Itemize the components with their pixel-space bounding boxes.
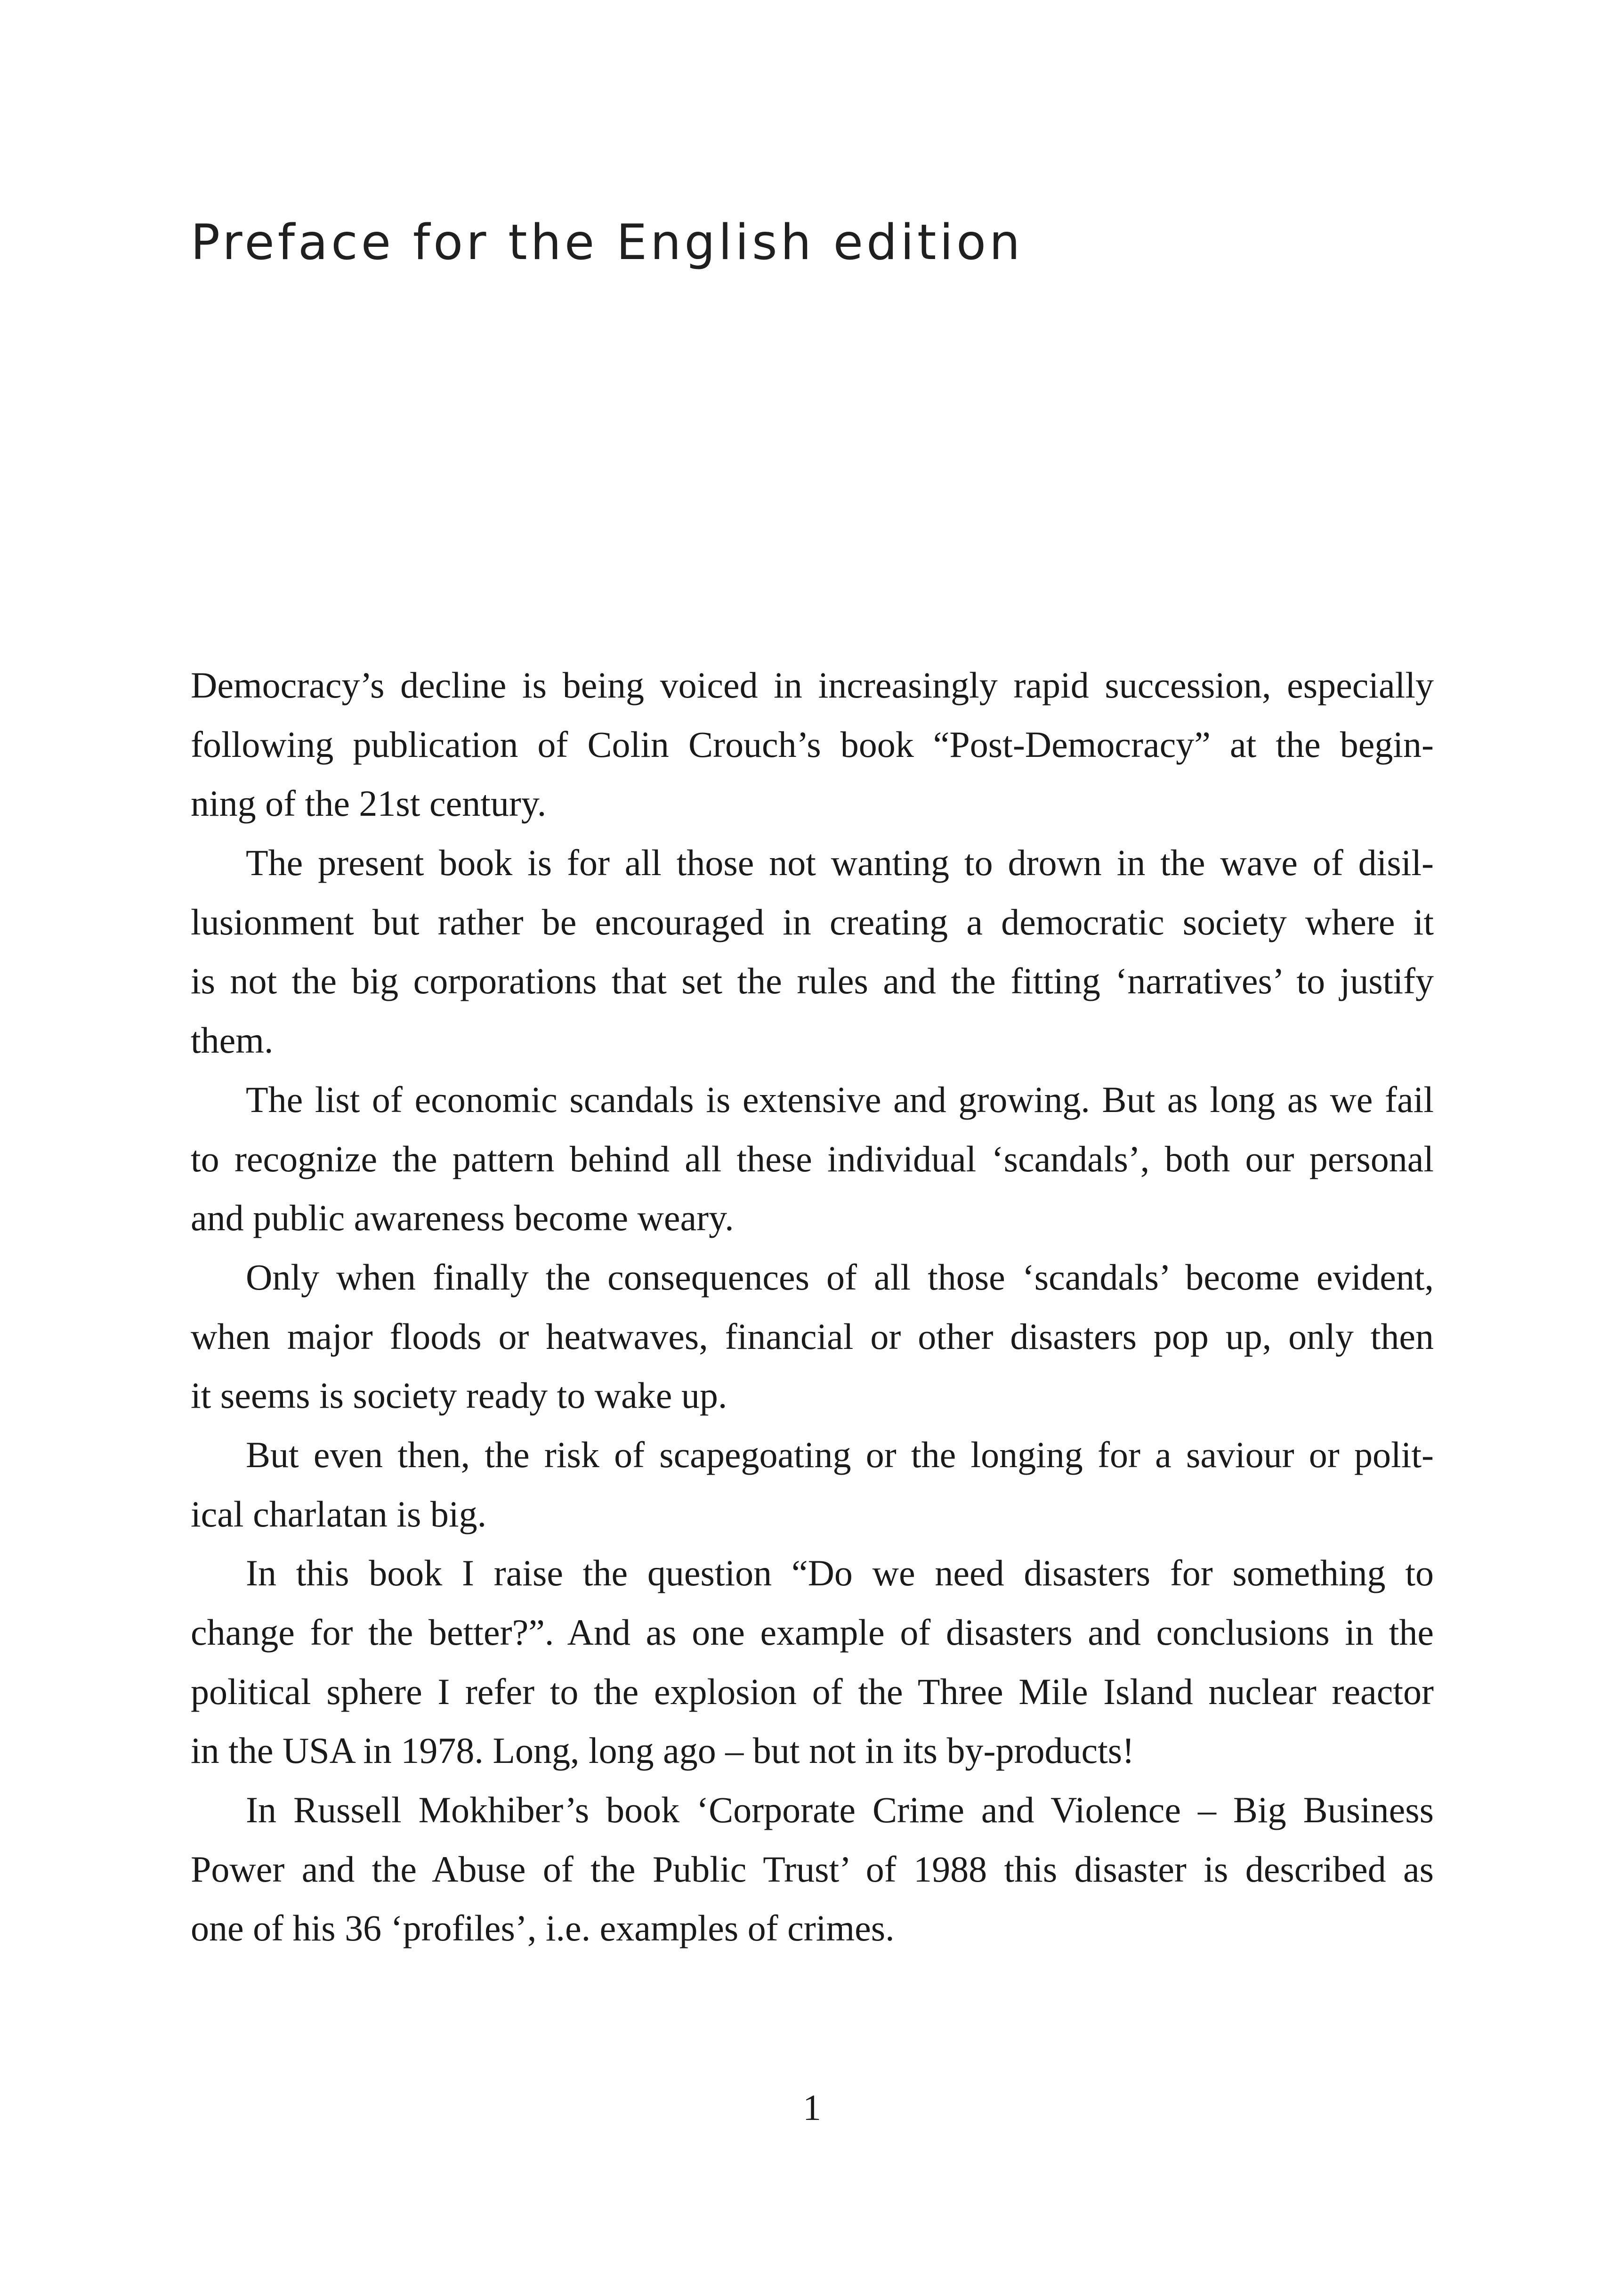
text-line: But even then, the risk of scapegoating or the longing for a saviour or polit- <box>246 1434 1434 1475</box>
chapter-title: Preface for the English edition <box>191 214 1024 271</box>
text-line: The present book is for all those not wanting to drown in the wave of disil- <box>246 842 1434 884</box>
text-line: is not the big corporations that set the rules and the fitting ‘narratives’ to justify <box>191 960 1434 1002</box>
text-line: Power and the Abuse of the Public Trust’ of 1988 this disaster is described as <box>191 1848 1434 1890</box>
text-line: them. <box>191 1020 274 1061</box>
body-text <box>191 656 1434 1958</box>
paragraph <box>191 1543 1434 1780</box>
text-line: to recognize the pattern behind all these individual ‘scandals’, both our personal <box>191 1138 1434 1179</box>
paragraph <box>191 1070 1434 1248</box>
text-line: In Russell Mokhiber’s book ‘Corporate Crime and Violence – Big Business <box>246 1789 1434 1831</box>
text-line: it seems is society ready to wake up. <box>191 1375 727 1416</box>
text-line: one of his 36 ‘profiles’, i.e. examples of crimes. <box>191 1908 895 1949</box>
text-line: and public awareness become weary. <box>191 1197 734 1239</box>
paragraph <box>191 1248 1434 1425</box>
paragraph <box>191 656 1434 833</box>
paragraph <box>191 1425 1434 1543</box>
text-line: lusionment but rather be encouraged in creating a democratic society where it <box>191 901 1434 942</box>
page-number: 1 <box>803 2087 821 2128</box>
text-line: The list of economic scandals is extensive and growing. But as long as we fail <box>246 1079 1434 1120</box>
text-line: political sphere I refer to the explosion of the Three Mile Island nuclear reactor <box>191 1671 1434 1712</box>
text-line: in the USA in 1978. Long, long ago – but not in its by-products! <box>191 1730 1135 1771</box>
text-line: following publication of Colin Crouch’s book “Post-Democracy” at the begin- <box>191 723 1434 765</box>
text-line: change for the better?”. And as one example of disasters and conclusions in the <box>191 1612 1434 1653</box>
text-line: In this book I raise the question “Do we need disasters for something to <box>246 1552 1434 1594</box>
text-line: ning of the 21st century. <box>191 783 547 824</box>
text-line: Only when finally the consequences of all those ‘scandals’ become evident, <box>246 1256 1434 1298</box>
text-line: Democracy’s decline is being voiced in increasingly rapid succession, especially <box>191 665 1434 706</box>
text-line: ical charlatan is big. <box>191 1493 487 1534</box>
paragraph <box>191 833 1434 1070</box>
text-line: when major floods or heatwaves, financial or other disasters pop up, only then <box>191 1315 1434 1357</box>
paragraph <box>191 1780 1434 1958</box>
